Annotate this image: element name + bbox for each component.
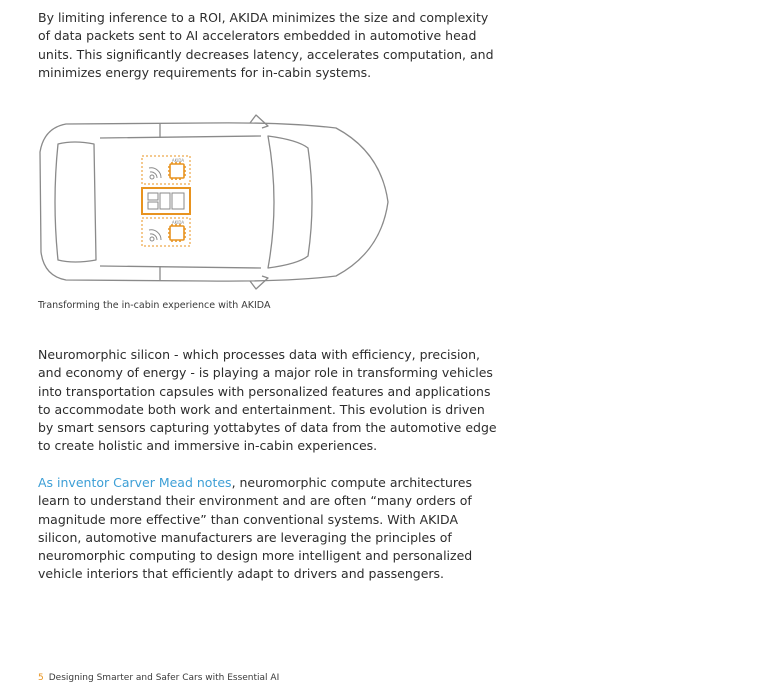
paragraph-text: , neuromorphic compute architectures learn to understand their environment and are often “many orders of magnitude more effective” than conventional systems. With AKIDA silicon, automotive manufacturers are leveraging the principles of neuromorphic computing to design more intelligent and personalized vehicle interiors that efficiently adapt to drivers and passengers. — [38, 475, 473, 582]
chip-icon — [168, 162, 186, 180]
figure-caption: Transforming the in-cabin experience with AKIDA — [38, 300, 271, 311]
wireless-sensor-icon — [149, 168, 161, 179]
carver-mead-link[interactable]: As inventor Carver Mead notes — [38, 475, 232, 490]
rear-window — [55, 142, 96, 262]
car-cabin-diagram — [36, 112, 392, 292]
chip-icon — [168, 224, 186, 242]
chip-label: AKIDA — [171, 158, 185, 163]
page-number: 5 — [38, 673, 44, 683]
wireless-sensor-icon — [149, 230, 161, 241]
page-footer — [38, 673, 279, 683]
windshield — [268, 136, 312, 268]
document-title: Designing Smarter and Safer Cars with Essential AI — [48, 673, 280, 683]
roof-panel — [100, 136, 261, 268]
chip-label: AKIDA — [171, 220, 185, 225]
body-paragraph: Neuromorphic silicon - which processes data with efficiency, precision, and economy of energy - is playing a major role in transforming vehicles into transportation capsules with personalized features and applications to accommodate both work and entertainment. This evolution is driven by smart sensors capturing yottabytes of data from the automotive edge to create holistic and immersive in-cabin experiences. — [38, 347, 497, 454]
body-paragraph — [38, 474, 498, 584]
akida-chip-module — [142, 188, 190, 214]
intro-paragraph: By limiting inference to a ROI, AKIDA minimizes the size and complexity of data packets sent to AI accelerators embedded in automotive head units. This significantly decreases latency, accelerates computation, and minimizes energy requirements for in-cabin systems. — [38, 10, 494, 80]
akida-board-icon — [148, 193, 184, 209]
car-body-outline — [40, 123, 388, 281]
side-mirror-bottom — [250, 276, 268, 289]
side-mirror-top — [250, 115, 268, 128]
